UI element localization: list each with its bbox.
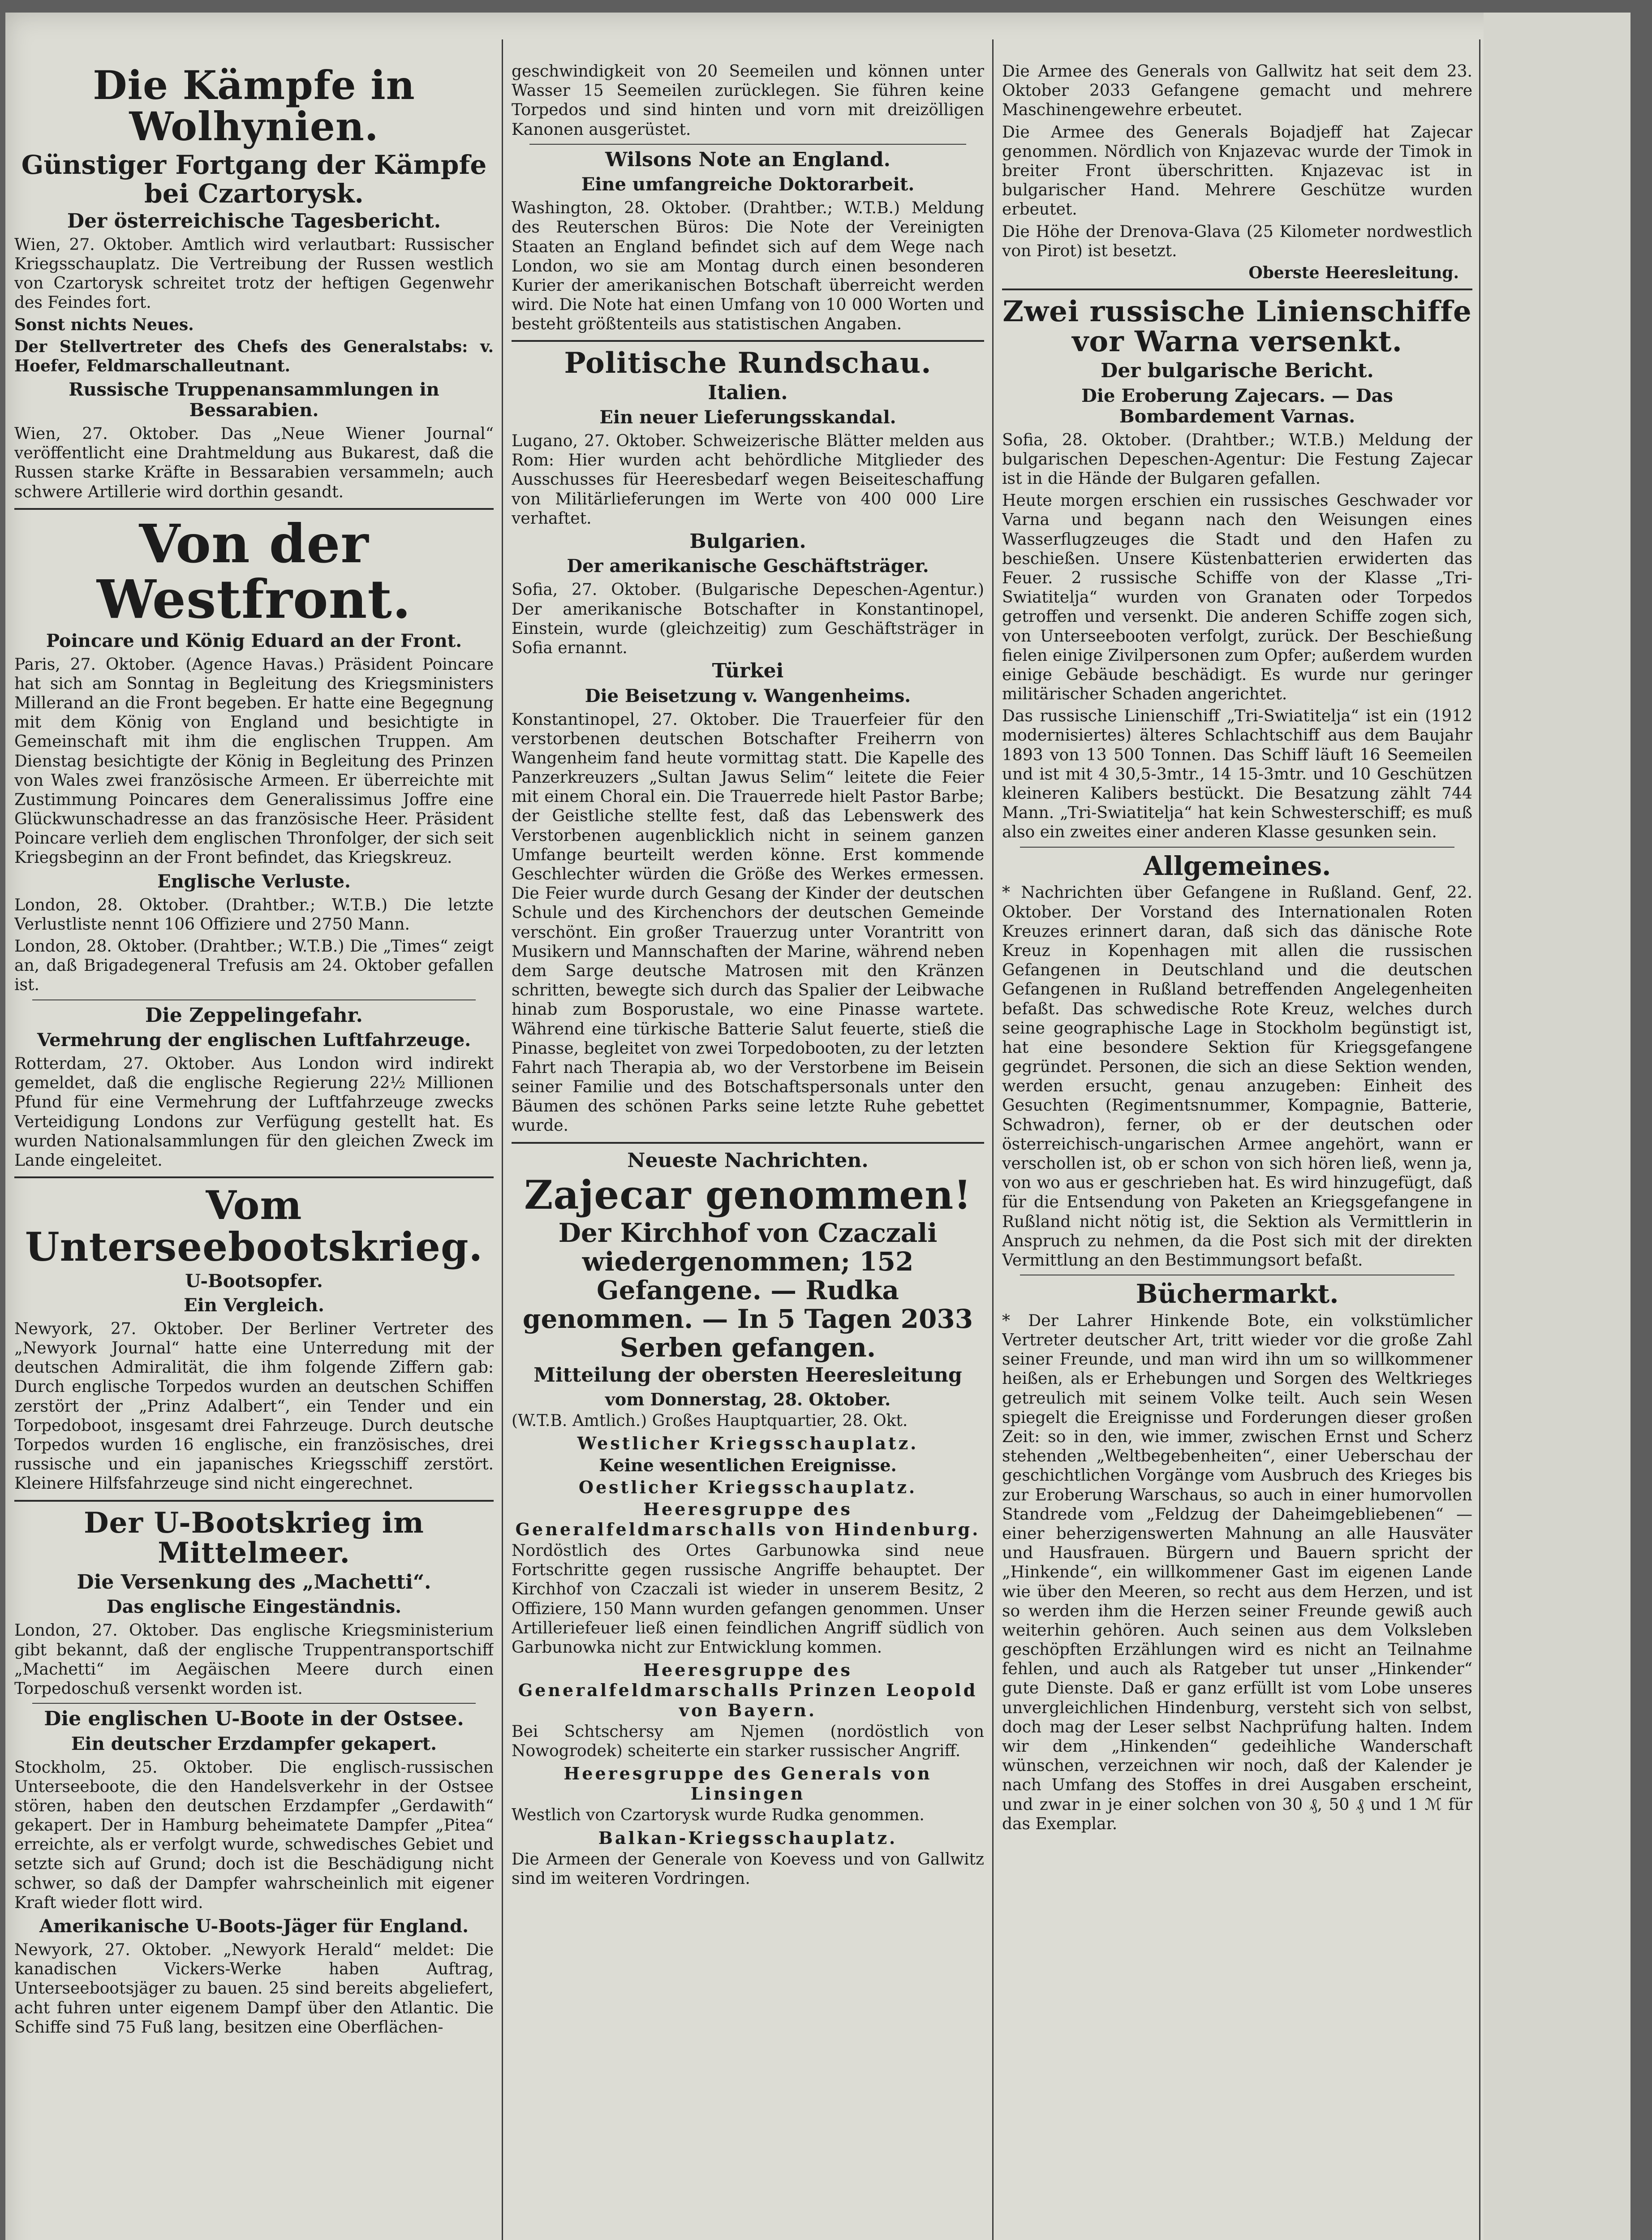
paragraph: Newyork, 27. Oktober. Der Berliner Vertreter des „Newyork Journal“ hatte eine Unterredung mit der deutschen Admiralität, die ihm folgende Ziffern gab: Durch englische Torpedos wurden an deutschen Schiffen zerstört der „Prinz Adalbert“, ein Tender und ein Torpedoboot, insgesamt drei Fahrzeuge. Durch deutsche Torpedos wurden 16 englische, ein französisches, drei russische und ein japanisches Kriegsschiff zerstört. Kleinere Hilfsfahrzeuge sind nicht eingerechnet.: [14, 1319, 494, 1493]
paragraph: Nordöstlich des Ortes Garbunowka sind neue Fortschritte gegen russische Angriffe behauptet. Der Kirchhof von Czaczali ist wieder in unserem Besitz, 2 Offiziere, 150 Mann wurden gefangen genommen. Unser Artilleriefeuer ließ einen feindlichen Angriff südlich von Garbunowka nicht zur Entwicklung kommen.: [512, 1541, 984, 1657]
divider: [14, 1176, 494, 1178]
divider: [32, 1703, 476, 1704]
paragraph: Paris, 27. Oktober. (Agence Havas.) Präsident Poincare hat sich am Sonntag in Begleitung des Kriegsministers Millerand an die Front begeben. Er hatte eine Begegnung mit dem König von England und besichtigte in Gemeinschaft mit ihm die englischen Truppen. Am Dienstag besichtigte der König in Begleitung des Prinzen von Wales zwei französische Armeen. Er überreichte mit Zustimmung Poincares dem Generalissimus Joffre eine Glückwunschadresse an das französische Heer. Präsident Poincare verlieh dem englischen Thronfolger, der sich seit Kriegsbeginn an der Front befindet, das Kriegskreuz.: [14, 655, 494, 867]
kicker: Neueste Nachrichten.: [627, 1149, 869, 1172]
dateline: vom Donnerstag, 28. Oktober.: [605, 1389, 891, 1409]
section-subtitle: Ein neuer Lieferungsskandal.: [599, 407, 896, 428]
headline: Vom Unterseebootskrieg.: [25, 1182, 483, 1270]
section-title: Italien.: [708, 381, 788, 404]
section-title: Wilsons Note an England.: [605, 148, 891, 171]
signature: Oberste Heeresleitung.: [1248, 263, 1459, 282]
article-ubootkrieg: [14, 1182, 494, 1493]
newspaper-page: [5, 13, 1630, 2240]
page-margin: [1484, 13, 1630, 2240]
paragraph: Sofia, 28. Oktober. (Drahtber.; W.T.B.) Meldung der bulgarischen Depeschen-Agentur: Die Festung Zajecar ist in die Hände der Bulgaren gefallen.: [1002, 431, 1472, 488]
section-subtitle: Eine umfangreiche Doktorarbeit.: [581, 174, 915, 195]
paragraph: Die Armeen der Generale von Koevess und von Gallwitz sind im weiteren Vordringen.: [512, 1850, 984, 1888]
article-wilson: [512, 149, 984, 334]
headline: Zajecar genommen!: [524, 1172, 972, 1219]
column-rule: [992, 39, 994, 2240]
section-subtitle: Die Beisetzung v. Wangenheims.: [585, 685, 911, 706]
paragraph: (W.T.B. Amtlich.) Großes Hauptquartier, 28. Okt.: [512, 1411, 908, 1430]
paragraph: Wien, 27. Oktober. Das „Neue Wiener Journal“ veröffentlicht eine Drahtmeldung aus Bukarest, daß die Russen starke Kräfte in Bessarabien versammeln; auch schwere Artillerie wird dorthin gesandt.: [14, 425, 494, 501]
paragraph: Der Stellvertreter des Chefs des Generalstabs: v. Hoefer, Feldmarschalleutnant.: [14, 337, 494, 375]
section-title: U-Bootsopfer.: [185, 1270, 323, 1292]
headline: Büchermarkt.: [1136, 1279, 1339, 1310]
headline: Von der Westfront.: [97, 512, 411, 630]
section-title: Russische Truppenansammlungen in Bessarabien.: [69, 379, 439, 421]
paragraph: Heute morgen erschien ein russisches Geschwader vor Varna und begann nach den Weisungen eines Wasserflugzeuges die Stadt und den Hafen zu beschießen. Unsere Küstenbatterien erwiderten das Feuer. 2 russische Schiffe von der Klasse „Tri-Swiatitelja“ wurden von Granaten oder Torpedos getroffen und versenkt. Die anderen Schiffe zogen sich, von Unterseebooten verfolgt, zurück. Der Beschießung fielen einige Zivilpersonen zum Opfer; außerdem wurden einige Gebäude beschädigt. Es wurde nur geringer militärischer Schaden angerichtet.: [1002, 491, 1472, 704]
article-mittelmeer: [14, 1508, 494, 1699]
paragraph: London, 28. Oktober. (Drahtber.; W.T.B.) Die letzte Verlustliste nennt 106 Offiziere und 2750 Mann.: [14, 896, 494, 934]
divider: [32, 999, 476, 1000]
section-subtitle: Ein deutscher Erzdampfer gekapert.: [71, 1733, 437, 1754]
army-group: Heeresgruppe des Generals von Linsingen: [564, 1763, 932, 1804]
section-title: Der österreichische Tagesbericht.: [67, 210, 441, 233]
headline: Allgemeines.: [1143, 850, 1331, 881]
army-group: Heeresgruppe des Generalfeldmarschalls Prinzen Leopold von Bayern.: [518, 1660, 978, 1721]
headline: Der U-Bootskrieg im Mittelmeer.: [84, 1506, 424, 1570]
paragraph: London, 27. Oktober. Das englische Kriegsministerium gibt bekannt, daß der englische Truppentransportschiff „Machetti“ im Aegäischen Meere durch einen Torpedoschuß versenkt worden ist.: [14, 1621, 494, 1698]
section-title: Mitteilung der obersten Heeresleitung: [533, 1364, 962, 1387]
section-subtitle: Amerikanische U-Boots-Jäger für England.: [39, 1916, 469, 1937]
paragraph: Rotterdam, 27. Oktober. Aus London wird indirekt gemeldet, daß die englische Regierung 22½ Millionen Pfund für eine Vermehrung der Luftfahrzeuge zwecks Verteidigung Londons zur Verfügung gestellt hat. Es wurden Nationalsammlungen für den gleichen Zweck im Lande eingeleitet.: [14, 1055, 494, 1170]
section-title: Bulgarien.: [689, 530, 806, 553]
column-rule: [502, 39, 503, 2240]
paragraph: Sonst nichts Neues.: [14, 315, 194, 334]
article-neueste: [512, 1150, 984, 1888]
paragraph: geschwindigkeit von 20 Seemeilen und können unter Wasser 15 Seemeilen zurücklegen. Sie führen keine Torpedos und sind hinten und vorn mit dreizölligen Kanonen ausgerüstet.: [512, 62, 984, 139]
section-title: Die Zeppelingefahr.: [145, 1004, 363, 1027]
article-linienschiffe: [1002, 294, 1472, 842]
headline: Die Kämpfe in Wolhynien.: [93, 62, 415, 150]
section-subtitle: Ein Vergleich.: [184, 1294, 324, 1316]
paragraph: Sofia, 27. Oktober. (Bulgarische Depeschen-Agentur.) Der amerikanische Botschafter in Konstantinopel, Einstein, wurde (gleichzeitig) zum Geschäftsträger in Sofia ernannt.: [512, 581, 984, 657]
column-1: [14, 62, 494, 2240]
article-allgemeines: [1002, 852, 1472, 1271]
article-rundschau: [512, 348, 984, 1135]
theater-title: Balkan-Kriegsschauplatz.: [598, 1827, 898, 1848]
subheadline: Günstiger Fortgang der Kämpfe bei Czartorysk.: [21, 149, 487, 209]
section-subtitle: Der amerikanische Geschäftsträger.: [567, 556, 929, 577]
divider: [1020, 847, 1454, 848]
paragraph: Die Höhe der Drenova-Glava (25 Kilometer nordwestlich von Pirot) ist besetzt.: [1002, 222, 1472, 260]
paragraph: Stockholm, 25. Oktober. Die englisch-russischen Unterseeboote, die den Handelsverkehr in der Ostsee stören, haben den deutschen Erzdampfer „Gerdawith“ gekapert. Der in Hamburg beheimatete Dampfer „Pitea“ erreichte, als er verfolgt wurde, schwedisches Gebiet und setzte sich auf Grund; doch ist die Beschädigung nicht schwer, so daß der Dampfer wahrscheinlich mit eigener Kraft wieder flott wird.: [14, 1758, 494, 1912]
divider: [14, 1500, 494, 1502]
article-buecher: [1002, 1280, 1472, 1834]
paragraph: London, 28. Oktober. (Drahtber.; W.T.B.) Die „Times“ zeigt an, daß Brigadegeneral Trefusis am 24. Oktober gefallen ist.: [14, 937, 494, 995]
section-subtitle: Vermehrung der englischen Luftfahrzeuge.: [37, 1030, 471, 1051]
column-2: [512, 62, 984, 2240]
article-wolhynien: [14, 62, 494, 502]
section-title: Poincare und König Eduard an der Front.: [46, 630, 462, 651]
section-title: Die Versenkung des „Machetti“.: [77, 1570, 431, 1594]
divider: [512, 1142, 984, 1144]
article-westfront: [14, 512, 494, 995]
paragraph: Washington, 28. Oktober. (Drahtber.; W.T.B.) Meldung des Reuterschen Büros: Die Note der Vereinigten Staaten an England befindet sich auf dem Wege nach London, wo sie am Montag durch einen besonderen Kurier der amerikanischen Botschaft überreicht werden wird. Die Note hat einen Umfang von 10 000 Worten und besteht größtenteils aus statistischen Angaben.: [512, 199, 984, 334]
paragraph: Die Armee des Generals von Gallwitz hat seit dem 23. Oktober 2033 Gefangene gemacht und mehrere Maschinengewehre erbeutet.: [1002, 62, 1472, 120]
section-subtitle: Das englische Eingeständnis.: [106, 1596, 402, 1618]
section-title: Türkei: [712, 659, 784, 683]
paragraph: Das russische Linienschiff „Tri-Swiatitelja“ ist ein (1912 modernisiertes) älteres Schlachtschiff aus dem Baujahr 1893 von 13 500 Tonnen. Das Schiff läuft 16 Seemeilen und ist mit 4 30,5-3mtr., 14 15-3mtr. und 10 Geschützen kleineren Kalibers bestückt. Die Besatzung zählt 744 Mann. „Tri-Swiatitelja“ hat kein Schwesterschiff; es muß also ein zweites einer anderen Klasse gesunken sein.: [1002, 707, 1472, 842]
paragraph: Die Armee des Generals Bojadjeff hat Zajecar genommen. Nördlich von Knjazevac wurde der Timok in breiter Front überschritten. Knjazevac ist in bulgarischer Hand. Mehrere Geschütze wurden erbeutet.: [1002, 123, 1472, 219]
divider: [14, 508, 494, 510]
section-subtitle: Die Eroberung Zajecars. — Das Bombardement Varnas.: [1081, 385, 1393, 427]
theater-note: Keine wesentlichen Ereignisse.: [599, 1455, 897, 1475]
paragraph: Wien, 27. Oktober. Amtlich wird verlautbart: Russischer Kriegsschauplatz. Die Vertreibung der Russen westlich von Czartorysk schreitet trotz der heftigen Gegenwehr des Feindes fort.: [14, 235, 494, 312]
column-rule: [1479, 39, 1480, 2240]
paragraph: Newyork, 27. Oktober. „Newyork Herald“ meldet: Die kanadischen Vickers-Werke haben Auftrag, Unterseebootsjäger zu bauen. 25 sind bereits abgeliefert, acht fuhren unter eigenem Dampf über den Atlantic. Die Schiffe sind 75 Fuß lang, besitzen eine Oberflächen-: [14, 1941, 494, 2037]
paragraph: * Der Lahrer Hinkende Bote, ein volkstümlicher Vertreter deutscher Art, tritt wieder vor die große Zahl seiner Freunde, und man wird ihn um so willkommener heißen, als er Erhebungen und Sorgen des Weltkrieges getreulich mit seinem Volke teilt. Auch sein Wesen spiegelt die Ereignisse und Forderungen dieser großen Zeit: so in den, wie immer, zwischen Ernst und Scherz stehenden „Weltbegebenheiten“, einer Ueberschau der geschichtlichen Vorgänge vom Ausbruch des Krieges bis zur Eroberung Warschaus, so auch in einer humorvollen Standrede vom „Feldzug der Daheimgebliebenen“ — einer beherzigenswerten Mahnung an alle Hausväter und Hausfrauen. Bürgern und Bauern spricht der „Hinkende“, ein willkommener Gast im eigenen Lande wie über den Meeren, so recht aus dem Herzen, und ist so werden ihm die Herzen seiner Freunde gewiß auch weiterhin gehören. Auch seinen aus dem Volksleben geschöpften Erzählungen wird es nicht an Teilnahme fehlen, und auch als Ratgeber tut unser „Hinkender“ gute Dienste. Daß er ganz erfüllt ist vom Lobe unseres unvergleichlichen Hindenburg, versteht sich von selbst, doch mag der Leser selbst Nachprüfung halten. Indem wir dem „Hinkenden“ gedeihliche Wanderschaft wünschen, verzeichnen wir noch, daß der Kalender je nach Umfang des Stoffes in drei Ausgaben erscheint, und zwar in je einer solchen von 30 ₰, 50 ₰ und 1 ℳ für das Exemplar.: [1002, 1311, 1472, 1833]
deck: Der Kirchhof von Czaczali wiedergenommen; 152 Gefangene. — Rudka genommen. — In 5 Tagen 2033 Serben gefangen.: [522, 1218, 973, 1363]
divider: [1002, 289, 1472, 290]
theater-title: Westlicher Kriegsschauplatz.: [577, 1433, 919, 1453]
article-ostsee: [14, 1708, 494, 2037]
paragraph: Lugano, 27. Oktober. Schweizerische Blätter melden aus Rom: Hier wurden acht behördliche Mitglieder des Ausschusses für Heeresbedarf wegen Beiseiteschaffung von Militärlieferungen im Werte von 400 000 Lire verhaftet.: [512, 432, 984, 528]
headline: Zwei russische Linienschiffe vor Warna versenkt.: [1002, 294, 1472, 359]
paragraph: * Nachrichten über Gefangene in Rußland. Genf, 22. Oktober. Der Vorstand des Internationalen Roten Kreuzes erinnert daran, daß sich das dänische Rote Kreuz in Kopenhagen mit allen die russischen Gefangenen in Deutschland und die deutschen Gefangenen in Rußland betreffenden Angelegenheiten befaßt. Das schwedische Rote Kreuz, welches durch seine geographische Lage in Stockholm begünstigt ist, hat eine besondere Sektion für Kriegsgefangene gegründet. Personen, die sich an diese Sektion wenden, werden ersucht, genau anzugeben: Einheit des Gesuchten (Regimentsnummer, Kompagnie, Batterie, Schwadron), ferner, ob er der deutschen oder österreichisch-ungarischen Armee angehört, wann er verschollen ist, ob er schon von sich hören ließ, wenn ja, von wo aus er geschrieben hat. Es wird hinzugefügt, daß für die Entsendung von Paketen an Kriegsgefangene in Rußland nicht nötig ist, die Sektion als Vermittlerin in Anspruch zu nehmen, da die Post sich mit der direkten Vermittlung an den Bestimmungsort befaßt.: [1002, 883, 1472, 1270]
headline: Politische Rundschau.: [564, 346, 932, 380]
divider: [512, 340, 984, 342]
theater-title: Oestlicher Kriegsschauplatz.: [578, 1477, 917, 1497]
paragraph: Westlich von Czartorysk wurde Rudka genommen.: [512, 1806, 925, 1825]
section-title: Englische Verluste.: [157, 870, 351, 892]
army-group: Heeresgruppe des Generalfeldmarschalls von Hindenburg.: [515, 1499, 981, 1539]
divider: [529, 144, 966, 145]
paragraph: Konstantinopel, 27. Oktober. Die Trauerfeier für den verstorbenen deutschen Botschafter Freiherrn von Wangenheim fand heute vormittag statt. Die Kapelle des Panzerkreuzers „Sultan Jawus Selim“ leitete die Feier mit einem Choral ein. Die Trauerrede hielt Pastor Barbe; der Geistliche stellte fest, daß das Lebenswerk des Verstorbenen augenblicklich nicht in seinem ganzen Umfange beurteilt werden könne. Erst kommende Geschlechter würden die Größe des Werkes ermessen. Die Feier wurde durch Gesang der Kinder der deutschen Schule und des Kirchenchors der deutschen Gemeinde verschönt. Ein großer Trauerzug unter Vorantritt von Musikern und Mannschaften der Marine, während neben dem Sarge deutsche Matrosen mit den Kränzen schritten, bewegte sich durch das Spalier der Leibwache hinab zum Bosporustale, wo eine Pinasse wartete. Während eine türkische Batterie Salut feuerte, stieß die Pinasse, begleitet von zwei Torpedobooten, zu der letzten Fahrt nach Therapia ab, wo der Verstorbene im Beisein seiner Familie und des Botschaftspersonals unter den Bäumen des schönen Parks seine letzte Ruhe gebettet wurde.: [512, 710, 984, 1135]
section-title: Der bulgarische Bericht.: [1101, 359, 1374, 383]
column-3: [1002, 62, 1472, 2240]
section-title: Die englischen U-Boote in der Ostsee.: [44, 1707, 464, 1731]
paragraph: Bei Schtschersy am Njemen (nordöstlich von Nowogrodek) scheiterte ein starker russischer Angriff.: [512, 1723, 984, 1761]
article-zeppelin: [14, 1005, 494, 1171]
